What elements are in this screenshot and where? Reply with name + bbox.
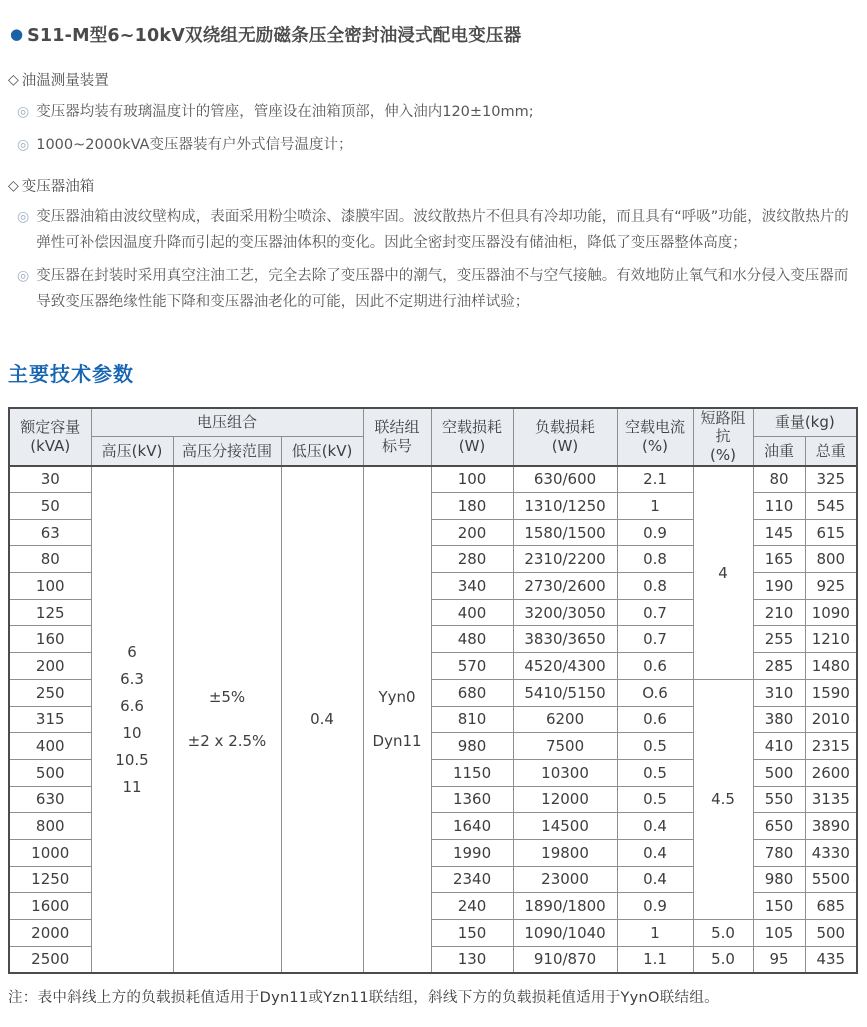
noload-loss-cell: 130 <box>431 946 513 973</box>
feature-list <box>8 69 856 316</box>
noload-loss-cell: 280 <box>431 546 513 573</box>
noload-loss-cell: 1640 <box>431 813 513 840</box>
vector-group-cell-stack <box>364 675 431 763</box>
capacity-cell: 63 <box>9 519 91 546</box>
noload-current-cell: 0.7 <box>617 626 693 653</box>
capacity-cell: 30 <box>9 466 91 493</box>
noload-loss-cell: 240 <box>431 893 513 920</box>
oil-weight-cell: 780 <box>753 839 805 866</box>
col-header-oil-weight: 油重 <box>753 437 805 466</box>
oil-weight-cell: 255 <box>753 626 805 653</box>
load-loss-cell: 630/600 <box>513 466 617 493</box>
table-body <box>9 466 857 973</box>
load-loss-cell: 3830/3650 <box>513 626 617 653</box>
col-header-load-line1: 负载损耗 <box>535 417 596 436</box>
impedance-cell: 5.0 <box>693 920 753 947</box>
vector-group-cell <box>363 466 431 973</box>
col-header-current-line1: 空载电流 <box>625 417 686 436</box>
noload-loss-cell: 1150 <box>431 759 513 786</box>
col-header-capacity <box>9 408 91 466</box>
col-header-total-weight: 总重 <box>805 437 857 466</box>
load-loss-cell: 5410/5150 <box>513 679 617 706</box>
hv-cell-value: 10 <box>122 723 142 742</box>
hv-cell-value: 6.6 <box>120 696 144 715</box>
total-weight-cell: 2600 <box>805 759 857 786</box>
total-weight-cell: 685 <box>805 893 857 920</box>
total-weight-cell: 500 <box>805 920 857 947</box>
load-loss-cell: 2310/2200 <box>513 546 617 573</box>
col-header-current-line2: (%) <box>642 436 669 455</box>
total-weight-cell: 4330 <box>805 839 857 866</box>
lv-cell <box>281 466 363 973</box>
capacity-cell: 630 <box>9 786 91 813</box>
total-weight-cell: 1210 <box>805 626 857 653</box>
noload-loss-cell: 180 <box>431 493 513 520</box>
col-header-load-loss <box>513 408 617 466</box>
impedance-cell: 5.0 <box>693 946 753 973</box>
noload-current-cell: 0.4 <box>617 813 693 840</box>
oil-weight-cell: 190 <box>753 573 805 600</box>
oil-weight-cell: 110 <box>753 493 805 520</box>
feature-text: 油温测量装置 <box>21 73 109 89</box>
total-weight-cell: 3890 <box>805 813 857 840</box>
feature-group <box>8 175 856 199</box>
feature-item <box>17 205 856 257</box>
total-weight-cell: 800 <box>805 546 857 573</box>
load-loss-cell: 1310/1250 <box>513 493 617 520</box>
oil-weight-cell: 145 <box>753 519 805 546</box>
hv-cell-stack <box>92 638 173 800</box>
load-loss-cell: 6200 <box>513 706 617 733</box>
oil-weight-cell: 80 <box>753 466 805 493</box>
load-loss-cell: 2730/2600 <box>513 573 617 600</box>
capacity-cell: 250 <box>9 679 91 706</box>
hv-cell-value: 11 <box>122 777 142 796</box>
col-header-noload-line1: 空载损耗 <box>442 417 503 436</box>
noload-current-cell: 0.9 <box>617 893 693 920</box>
noload-current-cell: 0.4 <box>617 839 693 866</box>
ring-icon: ◎ <box>17 209 30 226</box>
page-title: S11-M型6~10kV双绕组无励磁条压全密封油浸式配电变压器 <box>27 26 522 46</box>
noload-loss-cell: 980 <box>431 733 513 760</box>
total-weight-cell: 5500 <box>805 866 857 893</box>
noload-loss-cell: 1360 <box>431 786 513 813</box>
capacity-cell: 500 <box>9 759 91 786</box>
col-header-impedance <box>693 408 753 466</box>
total-weight-cell: 325 <box>805 466 857 493</box>
noload-loss-cell: 340 <box>431 573 513 600</box>
load-loss-cell: 23000 <box>513 866 617 893</box>
col-header-load-line2: (W) <box>551 436 579 455</box>
diamond-icon: ◇ <box>8 177 19 194</box>
impedance-cell: 4 <box>693 466 753 680</box>
oil-weight-cell: 410 <box>753 733 805 760</box>
noload-current-cell: 0.5 <box>617 733 693 760</box>
load-loss-cell: 910/870 <box>513 946 617 973</box>
noload-loss-cell: 100 <box>431 466 513 493</box>
noload-loss-cell: 1990 <box>431 839 513 866</box>
ring-icon: ◎ <box>17 136 30 153</box>
capacity-cell: 2500 <box>9 946 91 973</box>
col-header-vector-line1: 联结组 <box>374 417 420 436</box>
oil-weight-cell: 210 <box>753 599 805 626</box>
noload-current-cell: 0.5 <box>617 786 693 813</box>
col-header-impedance-line2: (%) <box>710 446 737 465</box>
load-loss-cell: 1890/1800 <box>513 893 617 920</box>
capacity-cell: 2000 <box>9 920 91 947</box>
feature-group <box>8 69 856 93</box>
vector-group-cell-value: Dyn11 <box>372 732 422 751</box>
noload-current-cell: 0.4 <box>617 866 693 893</box>
section-heading: 主要技术参数 <box>8 361 134 386</box>
total-weight-cell: 2010 <box>805 706 857 733</box>
oil-weight-cell: 150 <box>753 893 805 920</box>
tap-range-cell-value: ±2 x 2.5% <box>187 732 267 751</box>
capacity-cell: 80 <box>9 546 91 573</box>
load-loss-cell: 1090/1040 <box>513 920 617 947</box>
noload-current-cell: 0.7 <box>617 599 693 626</box>
capacity-cell: 160 <box>9 626 91 653</box>
col-header-capacity-line2: (kVA) <box>30 436 71 455</box>
noload-loss-cell: 150 <box>431 920 513 947</box>
hv-cell-value: 6.3 <box>120 669 144 688</box>
feature-item <box>17 264 856 316</box>
oil-weight-cell: 650 <box>753 813 805 840</box>
noload-loss-cell: 570 <box>431 653 513 680</box>
total-weight-cell: 3135 <box>805 786 857 813</box>
total-weight-cell: 545 <box>805 493 857 520</box>
load-loss-cell: 7500 <box>513 733 617 760</box>
noload-loss-cell: 810 <box>431 706 513 733</box>
load-loss-cell: 3200/3050 <box>513 599 617 626</box>
total-weight-cell: 615 <box>805 519 857 546</box>
col-header-weight: 重量(kg) <box>753 408 857 437</box>
noload-loss-cell: 2340 <box>431 866 513 893</box>
noload-loss-cell: 400 <box>431 599 513 626</box>
hv-cell-value: 10.5 <box>115 750 149 769</box>
col-header-noload-loss <box>431 408 513 466</box>
noload-current-cell: 0.6 <box>617 706 693 733</box>
feature-text: 1000~2000kVA变压器装有户外式信号温度计； <box>36 136 353 153</box>
capacity-cell: 100 <box>9 573 91 600</box>
parameters-table <box>8 407 858 974</box>
table-header <box>9 408 857 466</box>
col-header-noload-current <box>617 408 693 466</box>
noload-loss-cell: 680 <box>431 679 513 706</box>
feature-text: 变压器油箱由波纹壁构成，表面采用粉尘喷涂、漆膜牢固。波纹散热片不但具有冷却功能，而且具有“呼吸”功能，波纹散热片的弹性可补偿因温度升降而引起的变压器油体积的变化。因此全密封变压器没有储油柜，降低了变压器整体高度； <box>36 209 849 252</box>
ring-icon: ◎ <box>17 103 30 120</box>
oil-weight-cell: 165 <box>753 546 805 573</box>
feature-item <box>17 133 856 159</box>
hv-cell <box>91 466 173 973</box>
diamond-icon: ◇ <box>8 72 19 88</box>
vector-group-cell-value: Yyn0 <box>378 688 416 707</box>
col-header-vector-line2: 标号 <box>382 436 413 455</box>
noload-current-cell: 0.8 <box>617 546 693 573</box>
noload-current-cell: 1 <box>617 493 693 520</box>
noload-current-cell: O.6 <box>617 679 693 706</box>
oil-weight-cell: 550 <box>753 786 805 813</box>
capacity-cell: 1600 <box>9 893 91 920</box>
oil-weight-cell: 980 <box>753 866 805 893</box>
noload-loss-cell: 200 <box>431 519 513 546</box>
col-header-lv: 低压(kV) <box>281 437 363 466</box>
hv-cell-value: 6 <box>127 642 137 661</box>
title-row <box>10 22 856 47</box>
load-loss-cell: 19800 <box>513 839 617 866</box>
total-weight-cell: 435 <box>805 946 857 973</box>
col-header-capacity-line1: 额定容量 <box>20 417 81 436</box>
load-loss-cell: 14500 <box>513 813 617 840</box>
oil-weight-cell: 105 <box>753 920 805 947</box>
col-header-voltage-combo: 电压组合 <box>91 408 363 437</box>
noload-current-cell: 0.5 <box>617 759 693 786</box>
oil-weight-cell: 380 <box>753 706 805 733</box>
total-weight-cell: 1480 <box>805 653 857 680</box>
noload-current-cell: 0.9 <box>617 519 693 546</box>
col-header-tap-range: 高压分接范围 <box>173 437 281 466</box>
oil-weight-cell: 310 <box>753 679 805 706</box>
feature-text: 变压器在封装时采用真空注油工艺，完全去除了变压器中的潮气，变压器油不与空气接触。有效地防止氧气和水分侵入变压器而导致变压器绝缘性能下降和变压器油老化的可能，因此不定期进行油样试验； <box>36 267 849 310</box>
total-weight-cell: 925 <box>805 573 857 600</box>
load-loss-cell: 12000 <box>513 786 617 813</box>
tap-range-cell-value: ±5% <box>208 688 246 707</box>
noload-current-cell: 2.1 <box>617 466 693 493</box>
feature-text: 变压器均装有玻璃温度计的管座，管座设在油箱顶部，伸入油内120±10mm; <box>36 103 534 120</box>
noload-current-cell: 0.8 <box>617 573 693 600</box>
noload-loss-cell: 480 <box>431 626 513 653</box>
capacity-cell: 50 <box>9 493 91 520</box>
capacity-cell: 800 <box>9 813 91 840</box>
total-weight-cell: 2315 <box>805 733 857 760</box>
lv-cell-value: 0.4 <box>310 710 334 729</box>
oil-weight-cell: 500 <box>753 759 805 786</box>
col-header-impedance-line1: 短路阻抗 <box>700 408 746 446</box>
oil-weight-cell: 285 <box>753 653 805 680</box>
feature-text: 变压器油箱 <box>21 178 95 195</box>
col-header-vector-group <box>363 408 431 466</box>
oil-weight-cell: 95 <box>753 946 805 973</box>
col-header-hv: 高压(kV) <box>91 437 173 466</box>
footnote: 注：表中斜线上方的负载损耗值适用于Dyn11或Yzn11联结组，斜线下方的负载损耗值适用于YynO联结组。 <box>8 989 719 1006</box>
col-header-noload-line2: (W) <box>458 436 486 455</box>
capacity-cell: 315 <box>9 706 91 733</box>
capacity-cell: 1250 <box>9 866 91 893</box>
capacity-cell: 1000 <box>9 839 91 866</box>
total-weight-cell: 1090 <box>805 599 857 626</box>
noload-current-cell: 1.1 <box>617 946 693 973</box>
load-loss-cell: 10300 <box>513 759 617 786</box>
capacity-cell: 125 <box>9 599 91 626</box>
total-weight-cell: 1590 <box>805 679 857 706</box>
lv-cell-stack <box>282 710 363 728</box>
title-bullet-icon: ● <box>10 25 24 43</box>
ring-icon: ◎ <box>17 267 30 284</box>
tap-range-cell <box>173 466 281 973</box>
noload-current-cell: 0.6 <box>617 653 693 680</box>
capacity-cell: 400 <box>9 733 91 760</box>
noload-current-cell: 1 <box>617 920 693 947</box>
impedance-cell: 4.5 <box>693 679 753 919</box>
table-row <box>9 466 857 493</box>
tap-range-cell-stack <box>174 675 281 763</box>
load-loss-cell: 4520/4300 <box>513 653 617 680</box>
capacity-cell: 200 <box>9 653 91 680</box>
load-loss-cell: 1580/1500 <box>513 519 617 546</box>
feature-item <box>17 100 856 126</box>
